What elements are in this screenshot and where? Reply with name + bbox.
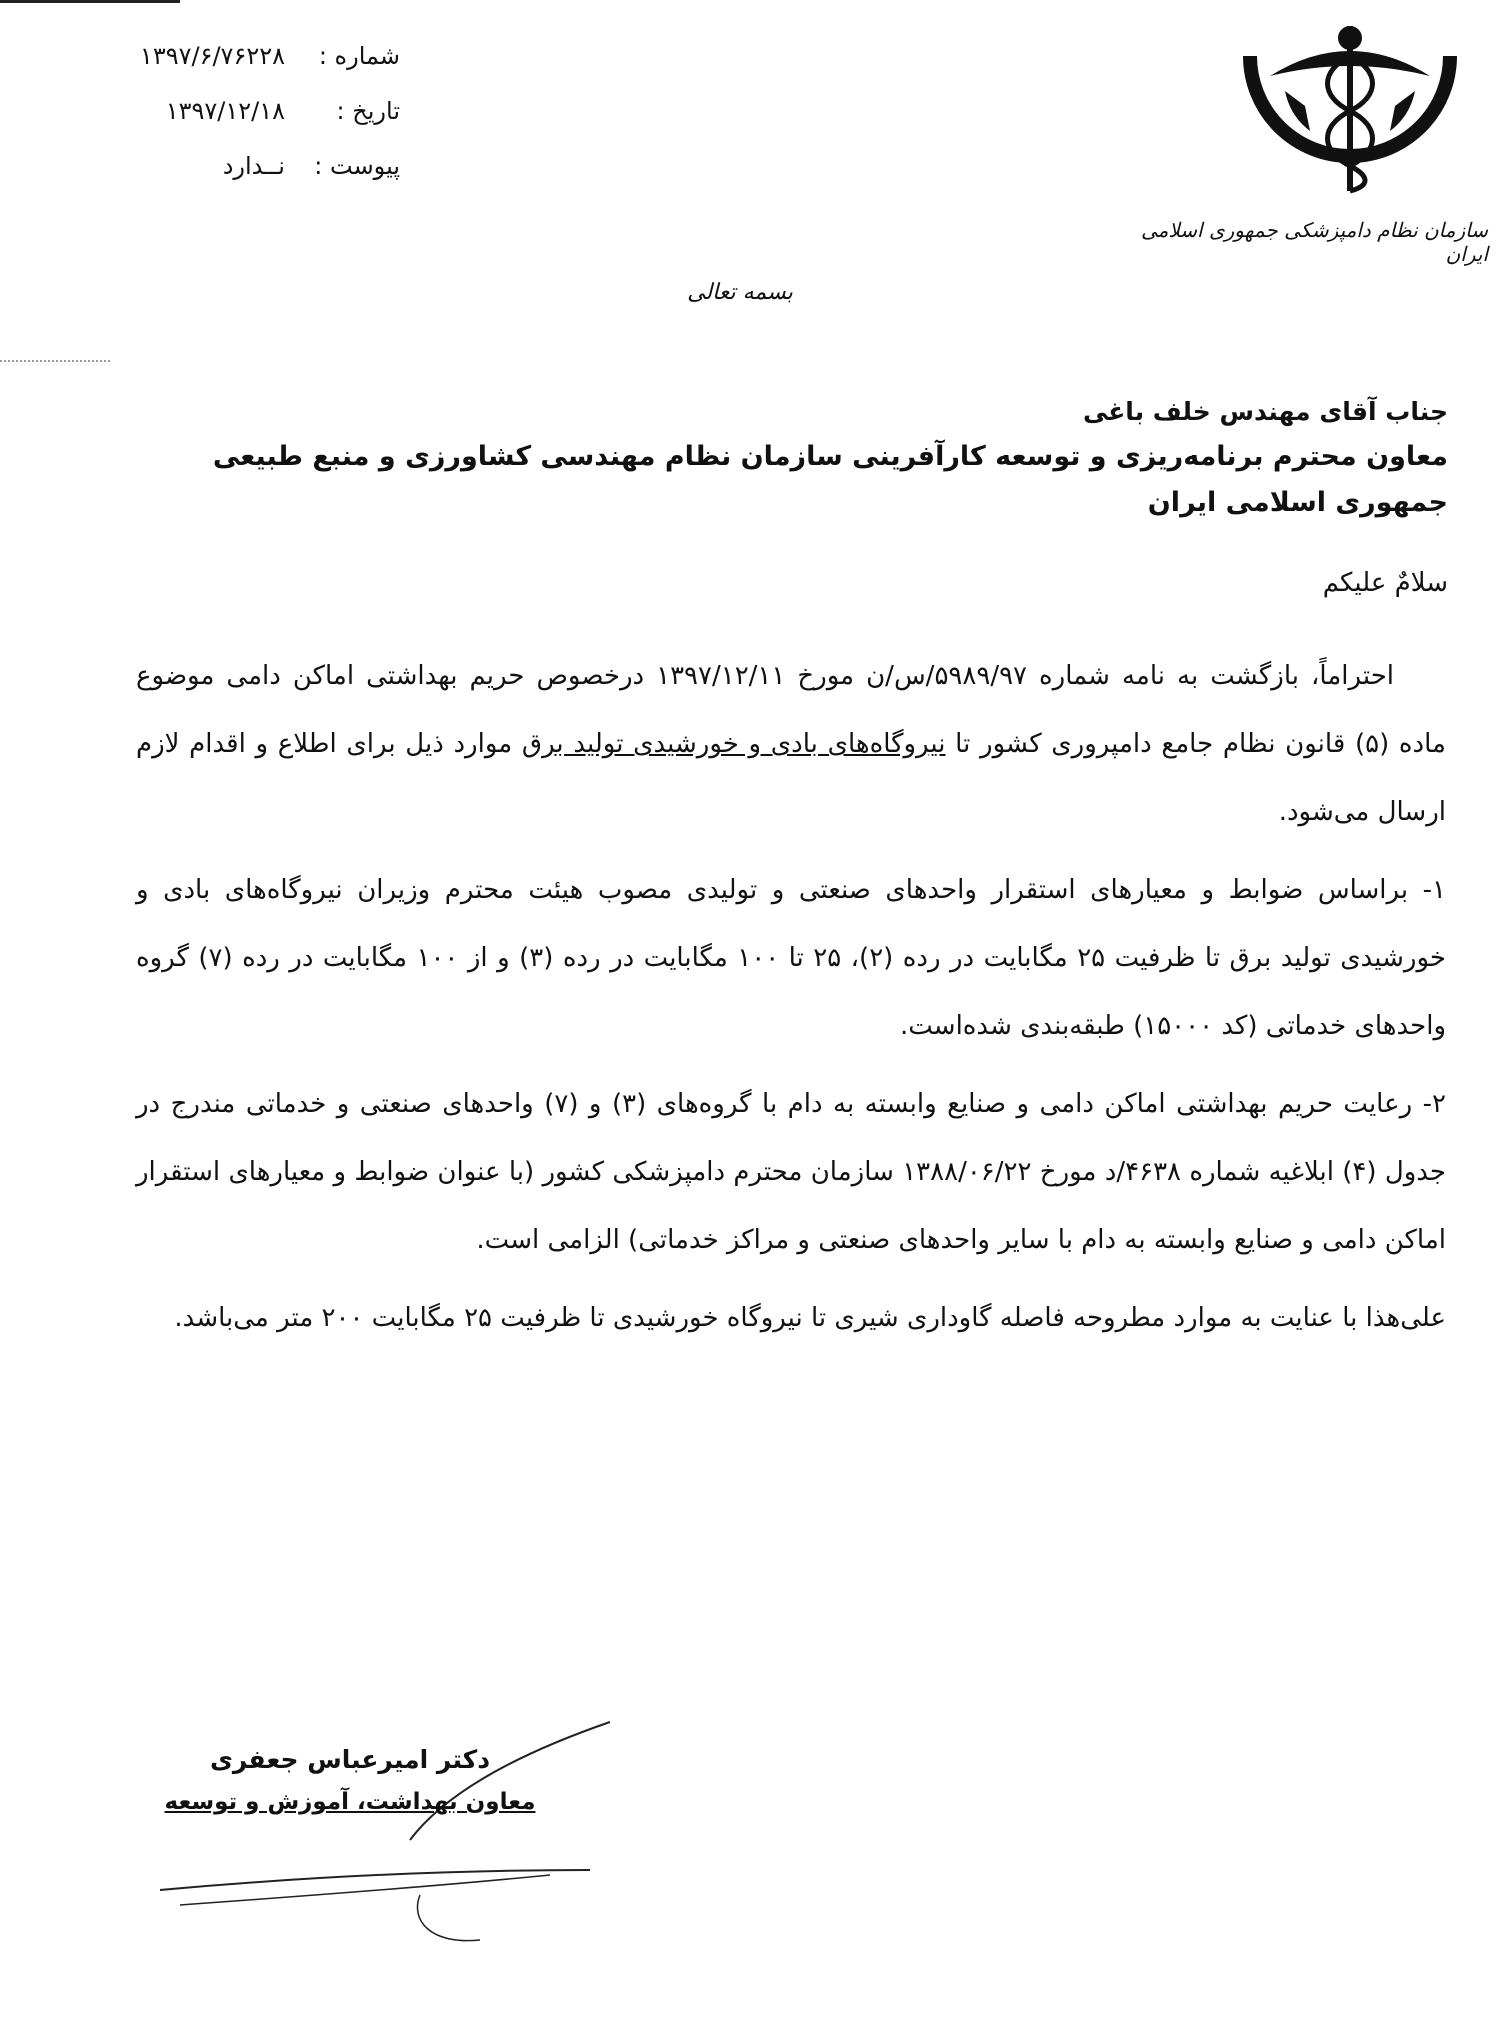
top-border-line xyxy=(0,0,180,3)
paragraph-item-2: ۲- رعایت حریم بهداشتی اماکن دامی و صنایع وابسته به دام با گروه‌های (۳) و (۷) واحدهای صنعتی و خدماتی مندرج در جدول (۴) ابلاغیه شماره ۴۶۳۸/د مورخ ۱۳۸۸/۰۶/۲۲ سازمان محترم دامپزشکی کشور (با عنوان ضوابط و معیارهای استقرار اماکن دامی و صنایع وابسته به دام با سایر واحدهای صنعتی و مراکز خدماتی) الزامی است. xyxy=(136,1089,1446,1255)
date-value: ۱۳۹۷/۱۲/۱۸ xyxy=(165,96,285,125)
intro-text-b: موارد ذیل برای اطلاع و اقدام لازم ارسال می‌شود. xyxy=(136,729,1446,827)
besmeh-heading: بسمه تعالی xyxy=(687,280,793,305)
date-label: تاریخ : xyxy=(336,96,400,125)
greeting: سلامٌ علیکم xyxy=(1322,568,1448,598)
addressee-block xyxy=(118,390,1448,526)
letter-body xyxy=(136,642,1446,1362)
number-label: شماره : xyxy=(318,41,400,70)
attachment-value: نــدارد xyxy=(222,151,285,180)
addressee-name: جناب آقای مهندس خلف باغی xyxy=(1082,397,1448,426)
veterinary-organization-logo xyxy=(1230,16,1470,196)
intro-text-a: احتراماً، بازگشت به نامه شماره ۵۹۸۹/۹۷/س/ن مورخ ۱۳۹۷/۱۲/۱۱ درخصوص حریم بهداشتی اماکن دامی موضوع ماده (۵) قانون نظام جامع دامپروری کشور تا xyxy=(136,661,1446,759)
dotted-margin-mark xyxy=(0,360,110,362)
number-row xyxy=(100,28,400,83)
letter-meta xyxy=(100,28,400,193)
signature-block xyxy=(140,1738,560,1822)
paragraph-item-1: ۱- براساس ضوابط و معیارهای استقرار واحدهای صنعتی و تولیدی مصوب هیئت محترم وزیران نیروگاه‌های بادی و خورشیدی تولید برق تا ظرفیت ۲۵ مگابایت در رده (۲)، ۲۵ تا ۱۰۰ مگابایت در رده (۳) و از ۱۰۰ مگابایت در رده (۷) گروه واحدهای خدماتی (کد ۱۵۰۰۰) طبقه‌بندی شده‌است. xyxy=(136,875,1446,1041)
signatory-name: دکتر امیرعباس جعفری xyxy=(209,1745,491,1774)
intro-underlined-text: نیروگاه‌های بادی و خورشیدی تولید برق xyxy=(521,729,946,759)
paragraph-intro xyxy=(136,642,1446,846)
date-row xyxy=(100,83,400,138)
addressee-title: معاون محترم برنامه‌ریزی و توسعه کارآفرینی سازمان نظام مهندسی کشاورزی و منبع طبیعی جمهوری اسلامی ایران xyxy=(212,441,1448,518)
paragraph-conclusion: علی‌هذا با عنایت به موارد مطروحه فاصله گاوداری شیری تا نیروگاه خورشیدی تا ظرفیت ۲۵ مگابایت ۲۰۰ متر می‌باشد. xyxy=(174,1303,1446,1333)
organization-name: سازمان نظام دامپزشکی جمهوری اسلامی ایران xyxy=(1140,218,1488,266)
signatory-title: معاون بهداشت، آموزش و توسعه xyxy=(164,1789,536,1815)
number-value: ۱۳۹۷/۶/۷۶۲۲۸ xyxy=(139,41,285,70)
attachment-label: پیوست : xyxy=(314,151,400,180)
attachment-row xyxy=(100,138,400,193)
